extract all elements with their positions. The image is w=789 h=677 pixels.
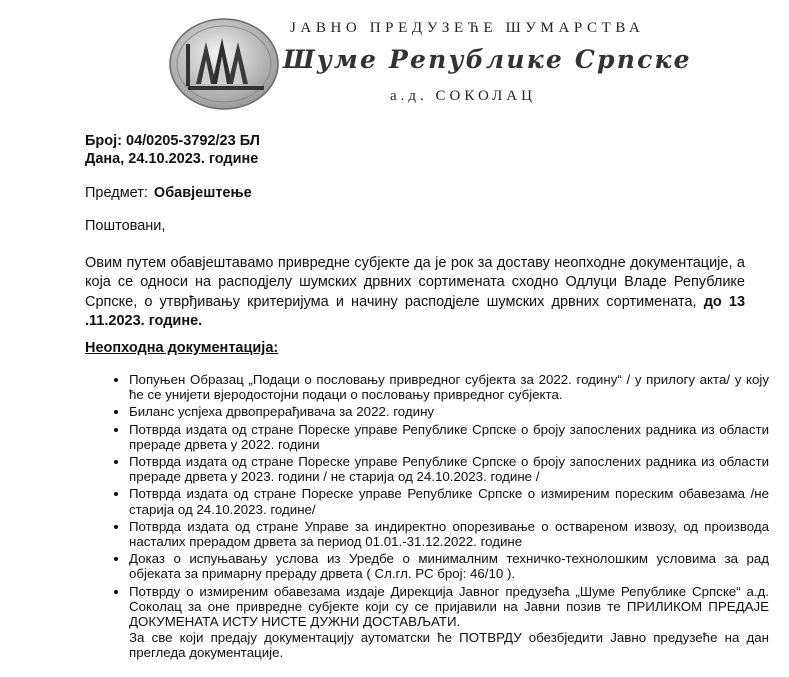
company-logo	[168, 16, 280, 112]
intro-deadline: до 13 .11.2023. године.	[85, 293, 746, 330]
list-item: • Биланс успјеха дрвопрерађивача за 2022. годину	[129, 404, 769, 419]
list-item: • Потврда издата од стране Пореске управе Републике Српске о броју запослених радника из области прераде дрвета у 2022. години	[129, 422, 769, 452]
list-item: • Потврда издата од стране Пореске управе Републике Српске о измиреним пореским обавезама /не старија од 24.10.2023. године/	[129, 486, 769, 516]
subject-value: Обавјештење	[153, 185, 252, 201]
list-item: • Доказ о испуњавању услова из Уредбе о минималним техничко-технолошким условима за рад објеката за примарну прераду дрвета ( Сл.гл. РС број: 46/10 ).	[129, 551, 769, 581]
list-item: • Попуњен Образац „Подаци о пословању привредног субјекта за 2022. годину“ / у прилогу акта/ у коју ће се унијети вјеродостојни подаци о пословању привредног субјекта.	[129, 372, 769, 402]
letterhead-company-name: Шуме Републике Српске	[283, 45, 692, 74]
letterhead-company-type: ЈАВНО ПРЕДУЗЕЋЕ ШУМАРСТВА	[290, 20, 645, 36]
list-item	[129, 584, 769, 661]
intro-paragraph	[85, 254, 745, 332]
subject-label: Предмет:	[85, 185, 148, 201]
list-item-note: За све који предају документацију аутоматски ће ПОТВРДУ обезбједити Јавно предузеће на дан прегледа документације.	[129, 630, 769, 661]
documentation-heading: Неопходна документација:	[85, 340, 279, 356]
list-item-text: Потврду о измиреним обавезама издаје Дирекција Јавног предузећа „Шуме Републике Српске“ а.д. Соколац за оне привредне субјекте који су се пријавили на Јавни позив те ПРИЛИКОМ ПРЕДАЈЕ ДОКУМЕНАТА ИСТУ НИСТЕ ДУЖНИ ДОСТАВЉАТИ.	[129, 583, 769, 630]
document-number: Број: 04/0205-3792/23 БЛ	[85, 133, 260, 149]
list-item: • Потврда издата од стране Пореске управе Републике Српске о броју запослених радника из области прераде дрвета у 2023. години / не старија од 24.10.2023. године /	[129, 454, 769, 484]
subject-line	[85, 185, 252, 201]
documentation-list	[105, 372, 769, 661]
letterhead-company-location: а.д. СОКОЛАЦ	[390, 88, 536, 104]
document-meta	[85, 132, 260, 168]
document-date: Дана, 24.10.2023. године	[85, 151, 259, 167]
list-item: • Потврда издата од стране Управе за индиректно опорезивање о оствареном извозу, од производа насталих прерадом дрвета за период 01.01.-31.12.2022. године	[129, 519, 769, 549]
intro-text: Овим путем обавјештавамо привредне субјекте да је рок за доставу неопходне документације, а која се односи на расподјелу шумских дрвних сортимената сходно Одлуци Владе Републике Српске, о утврђивању критеријума и начину расподјеле шумских дрвних сортимената,	[85, 255, 745, 310]
greeting: Поштовани,	[85, 218, 166, 234]
